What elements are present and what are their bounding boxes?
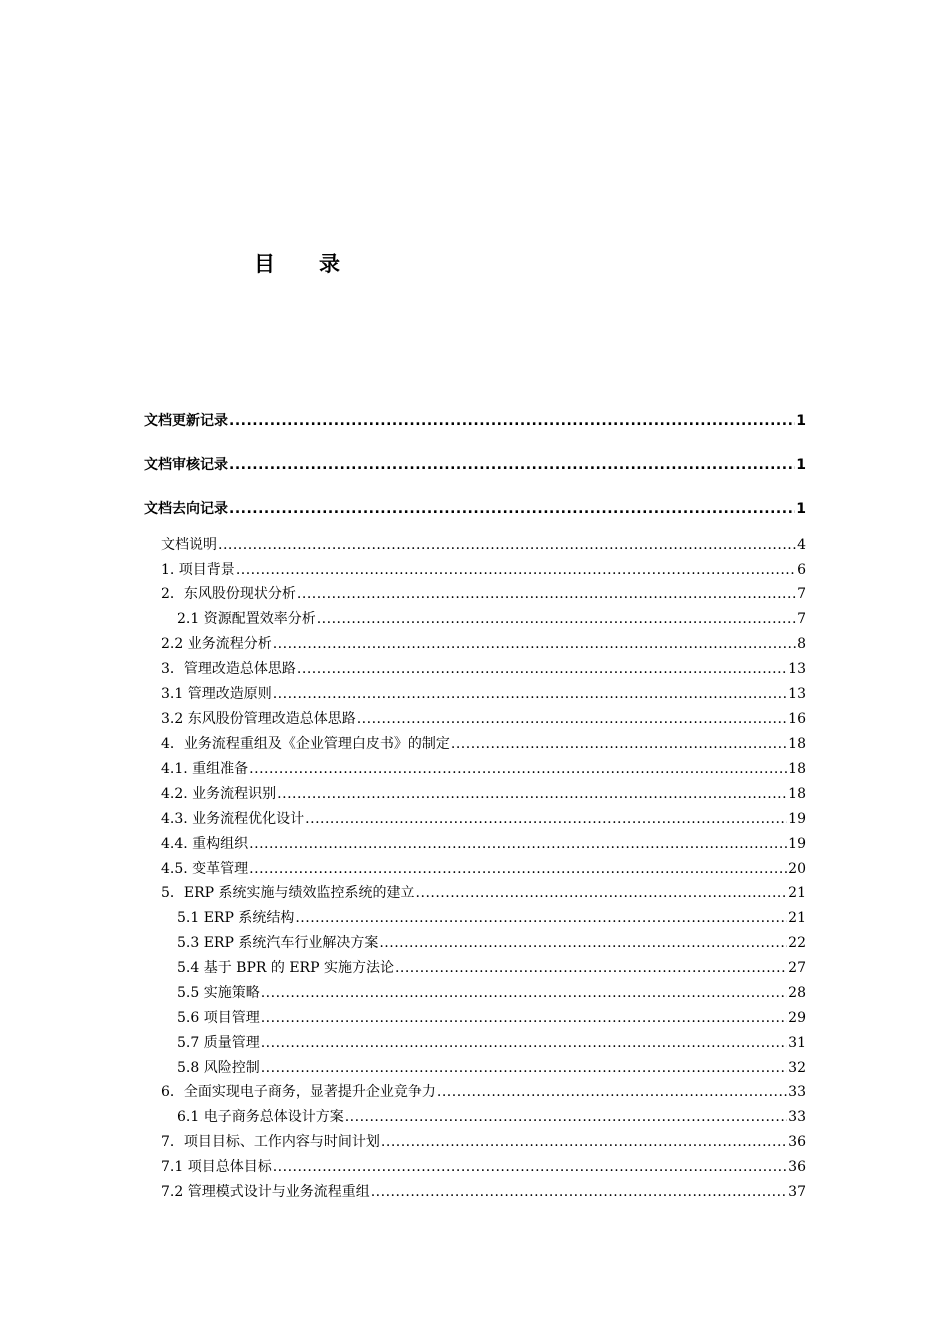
toc-entry-page: 8 <box>797 636 806 652</box>
toc-entry[interactable] <box>161 860 806 878</box>
toc-entry-label: 7．项目目标、工作内容与时间计划 <box>161 1134 380 1150</box>
toc-entry-page: 22 <box>788 935 806 951</box>
toc-entry[interactable] <box>177 610 806 628</box>
toc-leader-dots <box>297 585 796 603</box>
toc-leader-dots <box>357 710 787 728</box>
toc-entry-page: 1 <box>796 413 806 429</box>
toc-entry-label: 5.1 ERP 系统结构 <box>177 910 295 926</box>
toc-entry-label: 4.2. 业务流程识别 <box>161 786 277 802</box>
toc-entry-label: 5.6 项目管理 <box>177 1010 260 1026</box>
toc-entry[interactable] <box>161 585 806 603</box>
toc-entry-page: 4 <box>797 537 806 553</box>
toc-entry-label: 4.4. 重构组织 <box>161 836 249 852</box>
toc-entry-label: 3．管理改造总体思路 <box>161 661 296 677</box>
toc-entry-page: 13 <box>788 686 806 702</box>
toc-entry[interactable] <box>161 735 806 753</box>
toc-entry-page: 31 <box>788 1035 806 1051</box>
toc-entry[interactable] <box>161 884 806 902</box>
toc-leader-dots <box>236 561 796 579</box>
toc-entry[interactable] <box>161 785 806 803</box>
toc-leader-dots <box>317 610 796 628</box>
toc-leader-dots <box>277 785 787 803</box>
toc-entry[interactable] <box>161 1083 806 1101</box>
toc-leader-dots <box>229 500 795 518</box>
toc-entry-page: 18 <box>788 761 806 777</box>
toc-entry-label: 6.1 电子商务总体设计方案 <box>177 1109 344 1125</box>
toc-entry[interactable] <box>177 1108 806 1126</box>
toc-entry[interactable] <box>161 561 806 579</box>
toc-entry-page: 6 <box>797 562 806 578</box>
toc-leader-dots <box>249 860 787 878</box>
toc-entry[interactable] <box>161 710 806 728</box>
toc-entry-label: 4.1. 重组准备 <box>161 761 249 777</box>
toc-entry-page: 19 <box>788 811 806 827</box>
toc-entry-label: 5.8 风险控制 <box>177 1060 260 1076</box>
toc-entry-label: 5.5 实施策略 <box>177 985 260 1001</box>
toc-title <box>254 248 340 278</box>
toc-entry[interactable] <box>177 984 806 1002</box>
toc-entry-page: 7 <box>797 611 806 627</box>
toc-entry[interactable] <box>161 685 806 703</box>
toc-leader-dots <box>273 685 787 703</box>
toc-leader-dots <box>295 909 787 927</box>
toc-entry-page: 16 <box>788 711 806 727</box>
toc-leader-dots <box>305 810 787 828</box>
toc-entry[interactable] <box>161 835 806 853</box>
toc-leader-dots <box>261 984 787 1002</box>
toc-entry-label: 文档更新记录 <box>144 413 228 429</box>
toc-entry[interactable] <box>161 660 806 678</box>
toc-entry-label: 7.1 项目总体目标 <box>161 1159 272 1175</box>
toc-entry-page: 18 <box>788 786 806 802</box>
toc-leader-dots <box>395 959 787 977</box>
toc-leader-dots <box>261 1034 787 1052</box>
toc-entry-page: 36 <box>788 1134 806 1150</box>
toc-entry-page: 32 <box>788 1060 806 1076</box>
toc-entry-page: 21 <box>788 885 806 901</box>
toc-entry-label: 5.3 ERP 系统汽车行业解决方案 <box>177 935 379 951</box>
toc-entry[interactable] <box>177 959 806 977</box>
toc-entry-page: 20 <box>788 861 806 877</box>
toc-leader-dots <box>273 635 796 653</box>
toc-entry-label: 7.2 管理模式设计与业务流程重组 <box>161 1184 370 1200</box>
toc-leader-dots <box>249 760 787 778</box>
toc-entry-label: 2.1 资源配置效率分析 <box>177 611 316 627</box>
toc-entry-page: 33 <box>788 1084 806 1100</box>
toc-entry-label: 4.3. 业务流程优化设计 <box>161 811 305 827</box>
toc-entry-page: 7 <box>797 586 806 602</box>
toc-entry-page: 28 <box>788 985 806 1001</box>
toc-entry-page: 1 <box>796 457 806 473</box>
toc-entry-page: 36 <box>788 1159 806 1175</box>
toc-entry[interactable] <box>161 760 806 778</box>
toc-entry[interactable] <box>177 1059 806 1077</box>
toc-entry-page: 29 <box>788 1010 806 1026</box>
toc-entry-label: 文档说明 <box>161 537 217 553</box>
toc-entry-page: 37 <box>788 1184 806 1200</box>
toc-entry-page: 33 <box>788 1109 806 1125</box>
toc-entry-page: 19 <box>788 836 806 852</box>
toc-leader-dots <box>371 1183 787 1201</box>
toc-leader-dots <box>451 735 787 753</box>
toc-leader-dots <box>229 412 795 430</box>
toc-entry[interactable] <box>161 1158 806 1176</box>
toc-entry[interactable] <box>161 1183 806 1201</box>
toc-leader-dots <box>261 1059 787 1077</box>
toc-entry-label: 文档去向记录 <box>144 501 228 517</box>
toc-leader-dots <box>218 536 796 554</box>
toc-entry-page: 18 <box>788 736 806 752</box>
toc-leader-dots <box>273 1158 787 1176</box>
toc-entry-page: 21 <box>788 910 806 926</box>
toc-leader-dots <box>381 1133 787 1151</box>
toc-entry-label: 1. 项目背景 <box>161 562 235 578</box>
toc-entry-label: 文档审核记录 <box>144 457 228 473</box>
toc-entry-page: 13 <box>788 661 806 677</box>
toc-entry[interactable] <box>161 536 806 554</box>
toc-entry-page: 1 <box>796 501 806 517</box>
toc-entry-label: 2．东风股份现状分析 <box>161 586 296 602</box>
toc-title-char-2: 录 <box>319 252 340 276</box>
toc-entry-page: 27 <box>788 960 806 976</box>
toc-entry-label: 5.7 质量管理 <box>177 1035 260 1051</box>
toc-entry[interactable] <box>144 500 806 518</box>
toc-entry-label: 3.1 管理改造原则 <box>161 686 272 702</box>
toc-entry[interactable] <box>144 412 806 430</box>
toc-entry-label: 2.2 业务流程分析 <box>161 636 272 652</box>
toc-leader-dots <box>249 835 787 853</box>
toc-title-char-1: 目 <box>254 252 275 276</box>
toc-entry[interactable] <box>161 1133 806 1151</box>
toc-leader-dots <box>345 1108 787 1126</box>
toc-entry-label: 4．业务流程重组及《企业管理白皮书》的制定 <box>161 736 450 752</box>
toc-entry[interactable] <box>177 909 806 927</box>
toc-leader-dots <box>437 1083 787 1101</box>
toc-entry-label: 4.5. 变革管理 <box>161 861 249 877</box>
toc-entry[interactable] <box>161 635 806 653</box>
toc-leader-dots <box>229 456 795 474</box>
toc-entry-label: 3.2 东风股份管理改造总体思路 <box>161 711 356 727</box>
toc-entry-label: 5．ERP 系统实施与绩效监控系统的建立 <box>161 885 415 901</box>
toc-entry-label: 5.4 基于 BPR 的 ERP 实施方法论 <box>177 960 394 976</box>
toc-leader-dots <box>297 660 787 678</box>
toc-leader-dots <box>379 934 787 952</box>
toc-entry[interactable] <box>161 810 806 828</box>
toc-entry[interactable] <box>177 934 806 952</box>
toc-entry[interactable] <box>177 1009 806 1027</box>
toc-entry[interactable] <box>144 456 806 474</box>
toc-leader-dots <box>416 884 788 902</box>
toc-entry[interactable] <box>177 1034 806 1052</box>
toc-entry-label: 6．全面实现电子商务，显著提升企业竞争力 <box>161 1084 436 1100</box>
toc-leader-dots <box>261 1009 787 1027</box>
